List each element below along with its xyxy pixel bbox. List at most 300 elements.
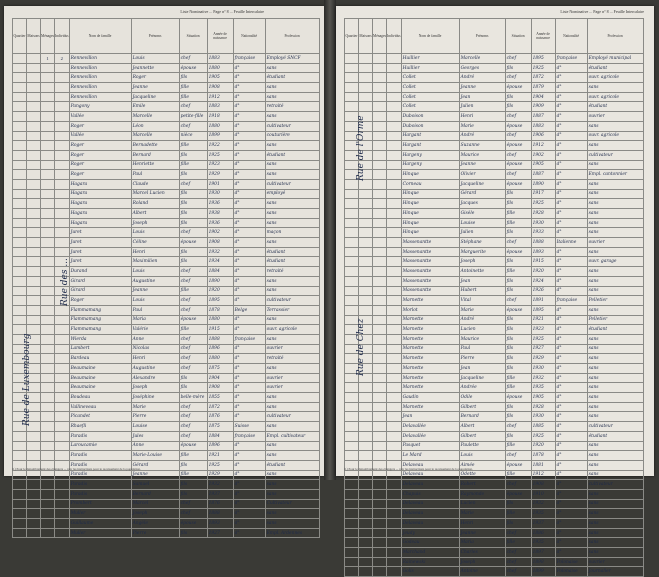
table-cell: 1883 <box>207 54 233 64</box>
table-cell: Girard <box>69 276 131 286</box>
table-cell: sans <box>587 83 643 93</box>
table-cell: couturière <box>265 131 319 141</box>
table-cell <box>359 393 373 403</box>
table-cell: fils <box>505 334 531 344</box>
table-cell: Jeanne <box>459 83 505 93</box>
table-cell: fille <box>505 509 531 519</box>
table-cell: fils <box>505 199 531 209</box>
table-cell: d° <box>555 209 587 219</box>
table-cell <box>55 170 70 180</box>
table-cell: Laroucamie <box>69 441 131 451</box>
table-row <box>345 567 644 577</box>
table-cell <box>27 305 41 315</box>
table-row <box>345 160 644 170</box>
table-cell: d° <box>233 325 265 335</box>
table-cell <box>13 73 27 83</box>
table-row <box>345 189 644 199</box>
table-row <box>345 179 644 189</box>
table-cell: sans <box>265 63 319 73</box>
table-cell: étudiant <box>587 63 643 73</box>
table-cell: sans <box>587 489 643 499</box>
table-cell: Hagara <box>69 179 131 189</box>
table-cell: épouse <box>505 83 531 93</box>
table-cell: Alexandre <box>131 373 179 383</box>
table-cell <box>41 83 55 93</box>
footnote: (1) Pour le dénombrement des étrangers ... voir les instructions pour le recensement de la population. <box>12 467 141 472</box>
table-cell: fils <box>179 257 207 267</box>
table-cell: d° <box>555 344 587 354</box>
table-cell <box>41 92 55 102</box>
table-cell: Hinque <box>401 170 459 180</box>
table-row <box>345 402 644 412</box>
table-cell: fils <box>179 150 207 160</box>
census-table-left <box>12 18 320 538</box>
table-cell <box>27 528 41 538</box>
table-row <box>345 150 644 160</box>
table-cell: chef <box>179 509 207 519</box>
street-label: Rue de Chez <box>356 318 366 376</box>
table-cell: Marnette <box>401 344 459 354</box>
table-cell: 1933 <box>531 228 555 238</box>
table-row <box>345 257 644 267</box>
page-header: Liste Nominative ... Page n° 8 ... Feuille Intercalaire <box>180 9 264 14</box>
table-cell <box>27 73 41 83</box>
table-cell: 1930 <box>531 412 555 422</box>
table-cell <box>27 431 41 441</box>
table-cell: Louis <box>131 296 179 306</box>
table-cell: Cultivateur <box>265 499 319 509</box>
table-cell <box>387 489 402 499</box>
table-cell <box>373 121 387 131</box>
table-cell <box>41 160 55 170</box>
table-cell <box>27 509 41 519</box>
table-cell: Louis <box>131 54 179 64</box>
table-cell <box>27 499 41 509</box>
table-cell: Marnette <box>401 364 459 374</box>
table-row <box>345 538 644 548</box>
table-cell: fils <box>179 489 207 499</box>
table-cell: Flammamang <box>69 305 131 315</box>
table-cell: Jeanne <box>131 470 179 480</box>
table-cell <box>13 179 27 189</box>
table-cell <box>345 286 359 296</box>
table-cell: d° <box>233 160 265 170</box>
table-row <box>13 83 320 93</box>
table-cell: Louis <box>131 267 179 277</box>
table-cell <box>359 102 373 112</box>
table-cell <box>41 528 55 538</box>
table-cell: Emile <box>131 102 179 112</box>
table-cell: épouse <box>505 489 531 499</box>
table-cell: Delaveau <box>401 499 459 509</box>
table-cell: Lucien <box>459 325 505 335</box>
table-cell: chef <box>179 276 207 286</box>
table-cell: Paradis <box>69 431 131 441</box>
table-cell: Hargeny <box>401 160 459 170</box>
table-cell: 1901 <box>207 179 233 189</box>
table-cell <box>13 83 27 93</box>
table-cell: Henri <box>459 519 505 529</box>
table-cell: Roger <box>131 73 179 83</box>
table-cell: 1921 <box>531 315 555 325</box>
table-cell: Marnette <box>401 383 459 393</box>
table-cell: 1880 <box>207 315 233 325</box>
table-cell <box>359 238 373 248</box>
table-cell <box>359 276 373 286</box>
table-cell <box>373 54 387 64</box>
table-row <box>13 451 320 461</box>
table-cell: 1895 <box>531 305 555 315</box>
table-cell <box>373 393 387 403</box>
table-cell: Céline <box>131 238 179 248</box>
table-cell <box>373 296 387 306</box>
table-cell: d° <box>233 315 265 325</box>
table-cell <box>41 218 55 228</box>
table-row <box>345 441 644 451</box>
table-cell <box>359 402 373 412</box>
table-cell: Jeanne <box>459 160 505 170</box>
table-cell <box>373 92 387 102</box>
table-cell: Marnette <box>401 325 459 335</box>
table-cell: d° <box>555 189 587 199</box>
table-cell: française <box>555 54 587 64</box>
table-cell: épouse <box>505 179 531 189</box>
table-cell: sans <box>587 276 643 286</box>
table-cell: Henri <box>459 112 505 122</box>
table-row <box>345 296 644 306</box>
table-cell: Huillier <box>401 54 459 64</box>
table-cell <box>387 296 402 306</box>
table-cell: Jacqueline <box>131 92 179 102</box>
table-row <box>345 238 644 248</box>
table-cell: Bardeau <box>69 354 131 364</box>
register-page-right <box>336 6 654 575</box>
table-row <box>345 199 644 209</box>
table-cell: d° <box>555 305 587 315</box>
table-cell <box>13 92 27 102</box>
table-cell: fille <box>179 286 207 296</box>
table-cell: Pelletier <box>587 296 643 306</box>
table-cell: d° <box>555 460 587 470</box>
table-cell: ouvrier <box>587 238 643 248</box>
table-cell <box>373 131 387 141</box>
table-cell: 1902 <box>207 228 233 238</box>
table-cell: 1912 <box>531 470 555 480</box>
table-cell: fils <box>179 73 207 83</box>
table-cell <box>41 102 55 112</box>
table-cell: d° <box>555 489 587 499</box>
column-header: Maisons <box>359 19 373 54</box>
table-cell: fille <box>505 470 531 480</box>
table-cell <box>27 150 41 160</box>
table-cell: Maurice <box>459 334 505 344</box>
table-cell: Marnette <box>401 315 459 325</box>
table-header-row <box>13 19 320 54</box>
table-cell <box>373 489 387 499</box>
table-cell <box>345 567 359 577</box>
table-cell <box>373 257 387 267</box>
table-row <box>345 519 644 529</box>
table-cell: Paulette <box>459 441 505 451</box>
table-cell <box>373 344 387 354</box>
table-cell <box>359 218 373 228</box>
table-cell: d° <box>233 499 265 509</box>
table-cell <box>373 325 387 335</box>
table-cell: sans <box>265 519 319 529</box>
table-row <box>13 189 320 199</box>
table-cell: 1915 <box>531 257 555 267</box>
table-cell <box>345 509 359 519</box>
table-cell: Odile <box>459 393 505 403</box>
table-cell: cultivateur <box>265 296 319 306</box>
table-cell <box>55 354 70 364</box>
table-cell: 1908 <box>531 480 555 490</box>
table-cell: d° <box>233 131 265 141</box>
table-cell <box>373 538 387 548</box>
table-cell <box>55 73 70 83</box>
table-cell: 1890 <box>207 276 233 286</box>
table-cell <box>387 499 402 509</box>
table-cell: chef <box>505 112 531 122</box>
table-cell: d° <box>555 354 587 364</box>
table-cell: d° <box>555 102 587 112</box>
table-cell <box>41 121 55 131</box>
table-cell: d° <box>233 373 265 383</box>
table-cell: belle-mère <box>179 393 207 403</box>
table-cell <box>345 499 359 509</box>
table-cell <box>345 431 359 441</box>
table-cell: sans <box>265 470 319 480</box>
table-cell: Jeudy <box>401 528 459 538</box>
table-cell <box>13 519 27 529</box>
table-cell: épouse <box>505 393 531 403</box>
table-cell <box>373 160 387 170</box>
table-cell <box>345 557 359 567</box>
table-cell: épouse <box>505 160 531 170</box>
table-cell: Marcelle <box>131 131 179 141</box>
table-cell: d° <box>233 189 265 199</box>
table-cell: Maria <box>131 315 179 325</box>
table-row <box>345 489 644 499</box>
table-cell: 1935 <box>531 538 555 548</box>
table-cell: sans <box>587 209 643 219</box>
table-cell: Huillier <box>401 63 459 73</box>
table-cell <box>27 170 41 180</box>
table-cell: Nicolas <box>131 344 179 354</box>
table-cell <box>345 451 359 461</box>
table-cell: Beaumaine <box>69 383 131 393</box>
table-cell: sans <box>265 480 319 490</box>
table-cell: 1920 <box>531 441 555 451</box>
table-cell <box>373 276 387 286</box>
table-row <box>345 354 644 364</box>
table-cell: Roger <box>69 141 131 151</box>
table-cell <box>345 393 359 403</box>
table-cell <box>41 373 55 383</box>
table-cell: d° <box>555 334 587 344</box>
table-cell <box>41 383 55 393</box>
table-cell: 1910 <box>531 489 555 499</box>
table-row <box>13 218 320 228</box>
table-cell: Pierre <box>459 354 505 364</box>
table-cell: étudiant <box>265 73 319 83</box>
table-cell: 1932 <box>531 373 555 383</box>
census-table-right <box>344 18 644 577</box>
table-cell <box>373 431 387 441</box>
table-cell <box>373 238 387 248</box>
table-row <box>13 199 320 209</box>
table-cell: d° <box>555 83 587 93</box>
table-cell <box>41 170 55 180</box>
table-row <box>13 489 320 499</box>
table-cell: 1905 <box>531 393 555 403</box>
table-row <box>13 131 320 141</box>
table-cell: Massenantte <box>401 247 459 257</box>
table-cell: d° <box>233 528 265 538</box>
table-cell <box>387 141 402 151</box>
table-cell <box>41 480 55 490</box>
table-cell: Bernard <box>459 412 505 422</box>
table-cell: 1872 <box>531 73 555 83</box>
table-cell: Marchand <box>401 548 459 558</box>
table-cell: d° <box>555 286 587 296</box>
table-cell <box>41 509 55 519</box>
table-row <box>13 402 320 412</box>
table-row <box>345 102 644 112</box>
table-cell <box>13 489 27 499</box>
table-cell <box>387 451 402 461</box>
table-row <box>13 209 320 219</box>
table-cell <box>373 334 387 344</box>
table-cell: 1930 <box>207 189 233 199</box>
table-row <box>345 548 644 558</box>
table-cell: Henri <box>131 354 179 364</box>
table-cell <box>13 247 27 257</box>
table-row <box>13 480 320 490</box>
table-row <box>13 519 320 529</box>
table-cell: ouvrier <box>587 112 643 122</box>
table-cell: Bernadette <box>131 141 179 151</box>
table-cell <box>345 247 359 257</box>
table-cell: Roger <box>69 170 131 180</box>
table-cell: d° <box>233 247 265 257</box>
table-cell: Juret <box>69 228 131 238</box>
table-cell <box>387 548 402 558</box>
table-cell: 1934 <box>207 257 233 267</box>
table-cell <box>41 499 55 509</box>
table-cell: Lucien <box>459 499 505 509</box>
table-cell: sans <box>587 160 643 170</box>
table-cell <box>13 228 27 238</box>
table-cell: Marcelle <box>459 54 505 64</box>
street-label: Rue de l'Orme <box>356 115 366 181</box>
table-cell <box>41 179 55 189</box>
table-cell <box>387 179 402 189</box>
table-cell <box>55 509 70 519</box>
table-cell: Pierre <box>131 528 179 538</box>
table-row <box>13 334 320 344</box>
table-cell <box>359 489 373 499</box>
table-cell: fille <box>179 141 207 151</box>
table-cell: 1880 <box>207 63 233 73</box>
table-cell: Collet <box>401 92 459 102</box>
table-row <box>345 228 644 238</box>
table-cell: chef <box>179 102 207 112</box>
table-cell <box>13 121 27 131</box>
table-cell <box>55 150 70 160</box>
table-cell: 1924 <box>531 276 555 286</box>
table-cell <box>41 422 55 432</box>
table-cell <box>55 112 70 122</box>
table-cell <box>13 218 27 228</box>
table-cell: Jean <box>459 364 505 374</box>
table-cell: Joseph <box>131 218 179 228</box>
table-cell <box>373 528 387 538</box>
table-cell: sans <box>265 441 319 451</box>
table-cell <box>41 364 55 374</box>
table-cell: 1925 <box>207 460 233 470</box>
table-cell <box>387 73 402 83</box>
table-cell: d° <box>555 179 587 189</box>
table-cell: d° <box>555 431 587 441</box>
table-row <box>345 499 644 509</box>
table-cell: Marie <box>131 402 179 412</box>
table-cell <box>345 296 359 306</box>
table-cell: 1899 <box>207 131 233 141</box>
table-cell <box>387 92 402 102</box>
table-cell: fils <box>505 344 531 354</box>
table-cell: d° <box>233 141 265 151</box>
table-cell: d° <box>233 218 265 228</box>
table-cell: Julien <box>459 228 505 238</box>
table-cell <box>55 238 70 248</box>
table-cell: Hinque <box>401 218 459 228</box>
table-cell: Collet <box>401 73 459 83</box>
table-cell <box>55 528 70 538</box>
table-row <box>345 218 644 228</box>
book-gutter <box>324 0 336 480</box>
table-cell: 1937 <box>207 489 233 499</box>
table-cell: fils <box>505 92 531 102</box>
table-cell: Hagara <box>69 209 131 219</box>
table-cell: chef <box>179 296 207 306</box>
table-cell: d° <box>233 92 265 102</box>
table-cell <box>55 247 70 257</box>
table-row <box>345 334 644 344</box>
table-cell: 1887 <box>531 112 555 122</box>
table-cell: 1906 <box>531 131 555 141</box>
footnote: (1) Pour le dénombrement des étrangers ... voir les instructions pour le recensement de la population. <box>344 467 473 472</box>
table-cell <box>387 257 402 267</box>
table-cell: 1876 <box>207 412 233 422</box>
table-row <box>13 364 320 374</box>
table-cell: d° <box>233 441 265 451</box>
table-cell: d° <box>233 179 265 189</box>
table-cell: d° <box>233 393 265 403</box>
table-cell <box>387 441 402 451</box>
table-cell <box>41 131 55 141</box>
table-cell: d° <box>233 364 265 374</box>
table-cell: employé <box>265 189 319 199</box>
table-cell: d° <box>233 112 265 122</box>
table-row <box>345 480 644 490</box>
table-cell <box>55 141 70 151</box>
column-header: Année de naissance <box>207 19 233 54</box>
table-cell <box>13 441 27 451</box>
table-cell: Charles <box>459 548 505 558</box>
table-cell: Beaumaine <box>69 373 131 383</box>
table-cell: 1878 <box>531 451 555 461</box>
